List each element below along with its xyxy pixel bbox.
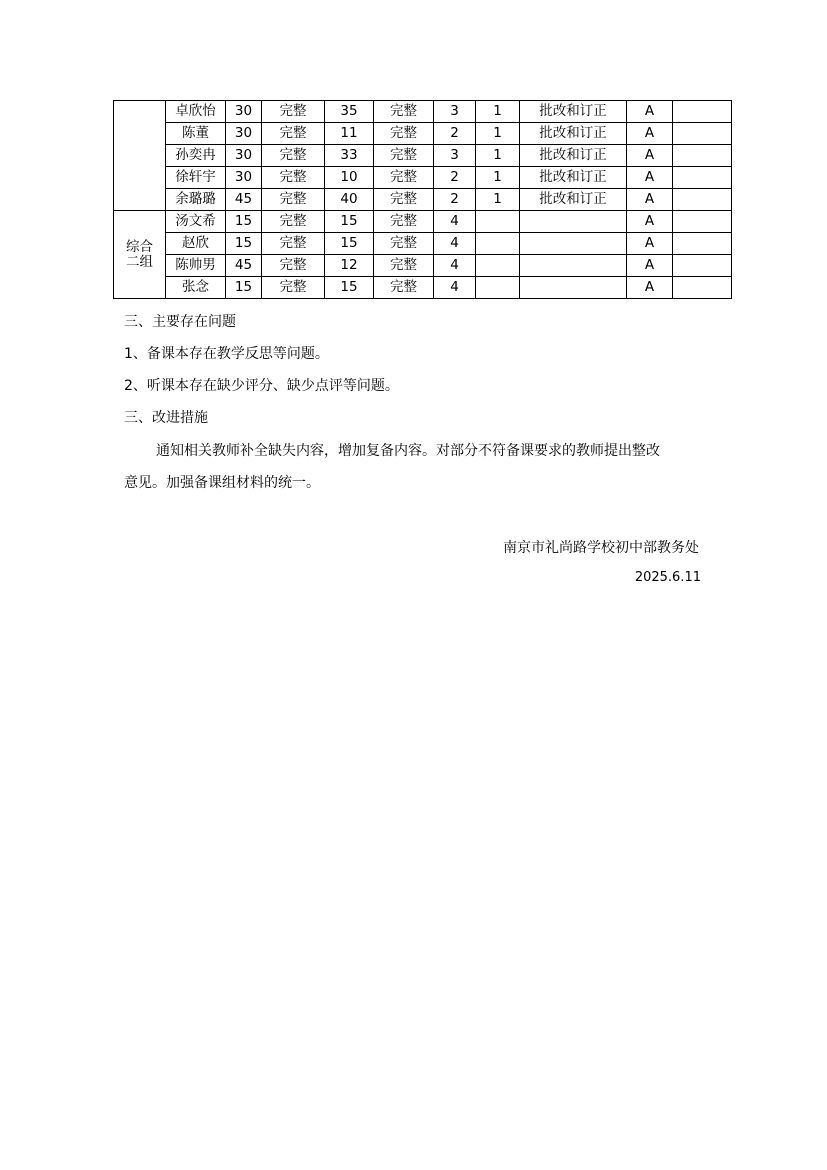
table-cell — [673, 167, 732, 189]
table-cell: 完整 — [262, 211, 325, 233]
table-cell — [673, 189, 732, 211]
table-cell: 4 — [434, 211, 476, 233]
table-cell: 完整 — [262, 189, 325, 211]
table-cell: 30 — [226, 167, 262, 189]
table-cell — [476, 211, 520, 233]
table-cell: 完整 — [374, 189, 434, 211]
table-cell: A — [627, 233, 673, 255]
table-cell: 批改和订正 — [520, 101, 627, 123]
table-cell: 完整 — [374, 211, 434, 233]
table-cell: A — [627, 167, 673, 189]
table-cell — [520, 277, 627, 299]
table-cell — [673, 101, 732, 123]
table-cell: 4 — [434, 233, 476, 255]
teacher-name-cell: 赵欣 — [166, 233, 226, 255]
table-cell: A — [627, 145, 673, 167]
teacher-name-cell: 余璐璐 — [166, 189, 226, 211]
table-row — [114, 145, 732, 167]
table-cell: 1 — [476, 145, 520, 167]
table-cell: 11 — [325, 123, 374, 145]
group-cell: 综合 二组 — [114, 211, 166, 299]
table-cell: 完整 — [374, 255, 434, 277]
table-cell: 15 — [325, 211, 374, 233]
table-cell: 15 — [226, 233, 262, 255]
table-cell: 15 — [226, 211, 262, 233]
table-cell: 完整 — [262, 123, 325, 145]
table-cell — [673, 123, 732, 145]
table-row — [114, 277, 732, 299]
table-cell — [520, 211, 627, 233]
table-cell — [673, 277, 732, 299]
table-cell: 完整 — [262, 145, 325, 167]
table-cell: 完整 — [374, 123, 434, 145]
teacher-name-cell: 张念 — [166, 277, 226, 299]
teacher-name-cell: 陈帅男 — [166, 255, 226, 277]
teacher-name-cell: 卓欣怡 — [166, 101, 226, 123]
teacher-name-cell: 徐轩宇 — [166, 167, 226, 189]
measures-paragraph-line-2: 意见。加强备课组材料的统一。 — [124, 475, 320, 491]
table-cell — [673, 255, 732, 277]
table-cell: 完整 — [262, 233, 325, 255]
table-cell: 15 — [226, 277, 262, 299]
signature-date: 2025.6.11 — [634, 570, 701, 585]
table-cell: 35 — [325, 101, 374, 123]
table-cell: A — [627, 189, 673, 211]
table-cell: 12 — [325, 255, 374, 277]
heading-problems: 三、主要存在问题 — [124, 314, 236, 330]
table-cell — [520, 233, 627, 255]
table-cell: 1 — [476, 123, 520, 145]
table-cell: 4 — [434, 255, 476, 277]
table-cell: 1 — [476, 189, 520, 211]
table-cell: 1 — [476, 101, 520, 123]
table-cell: 10 — [325, 167, 374, 189]
table-cell: 30 — [226, 101, 262, 123]
table-row — [114, 123, 732, 145]
table-cell: 30 — [226, 145, 262, 167]
table-cell: 2 — [434, 123, 476, 145]
table-cell: 33 — [325, 145, 374, 167]
group-cell — [114, 101, 166, 211]
inspection-table — [113, 100, 732, 299]
table-cell: A — [627, 101, 673, 123]
table-cell — [673, 233, 732, 255]
table-cell: 4 — [434, 277, 476, 299]
table-cell: 15 — [325, 233, 374, 255]
table-cell: 批改和订正 — [520, 145, 627, 167]
table-cell: 批改和订正 — [520, 123, 627, 145]
table-row — [114, 167, 732, 189]
teacher-name-cell: 陈董 — [166, 123, 226, 145]
table-cell: 完整 — [374, 233, 434, 255]
problem-item-1: 1、备课本存在教学反思等问题。 — [124, 346, 329, 362]
table-cell: A — [627, 277, 673, 299]
table-row — [114, 255, 732, 277]
table-cell: A — [627, 123, 673, 145]
table-cell: 3 — [434, 145, 476, 167]
table-cell: 完整 — [374, 101, 434, 123]
table-cell: 完整 — [262, 167, 325, 189]
table-row — [114, 211, 732, 233]
table-cell — [520, 255, 627, 277]
table-cell: 批改和订正 — [520, 167, 627, 189]
table-cell: 2 — [434, 189, 476, 211]
table-cell: 1 — [476, 167, 520, 189]
table-cell: 30 — [226, 123, 262, 145]
table-cell — [673, 145, 732, 167]
table-cell: A — [627, 211, 673, 233]
table-cell: 3 — [434, 101, 476, 123]
table-cell: 完整 — [262, 101, 325, 123]
table-cell: 40 — [325, 189, 374, 211]
table-cell: 完整 — [374, 145, 434, 167]
table-cell: 完整 — [374, 277, 434, 299]
teacher-name-cell: 汤文希 — [166, 211, 226, 233]
table-row — [114, 189, 732, 211]
table-row — [114, 101, 732, 123]
table-cell — [476, 277, 520, 299]
table-cell: 完整 — [374, 167, 434, 189]
table-cell: 完整 — [262, 277, 325, 299]
teacher-name-cell: 孙奕冉 — [166, 145, 226, 167]
measures-paragraph-line-1: 通知相关教师补全缺失内容，增加复备内容。对部分不符备课要求的教师提出整改 — [156, 443, 660, 459]
table-cell: A — [627, 255, 673, 277]
table-cell: 完整 — [262, 255, 325, 277]
table-row — [114, 233, 732, 255]
table-cell: 45 — [226, 255, 262, 277]
table-cell — [476, 233, 520, 255]
table-cell: 2 — [434, 167, 476, 189]
problem-item-2: 2、听课本存在缺少评分、缺少点评等问题。 — [124, 378, 399, 394]
table-cell — [673, 211, 732, 233]
table-cell: 45 — [226, 189, 262, 211]
table-cell — [476, 255, 520, 277]
table-cell: 批改和订正 — [520, 189, 627, 211]
signature-organization: 南京市礼尚路学校初中部教务处 — [503, 540, 699, 556]
table-cell: 15 — [325, 277, 374, 299]
heading-measures: 三、改进措施 — [124, 410, 208, 426]
